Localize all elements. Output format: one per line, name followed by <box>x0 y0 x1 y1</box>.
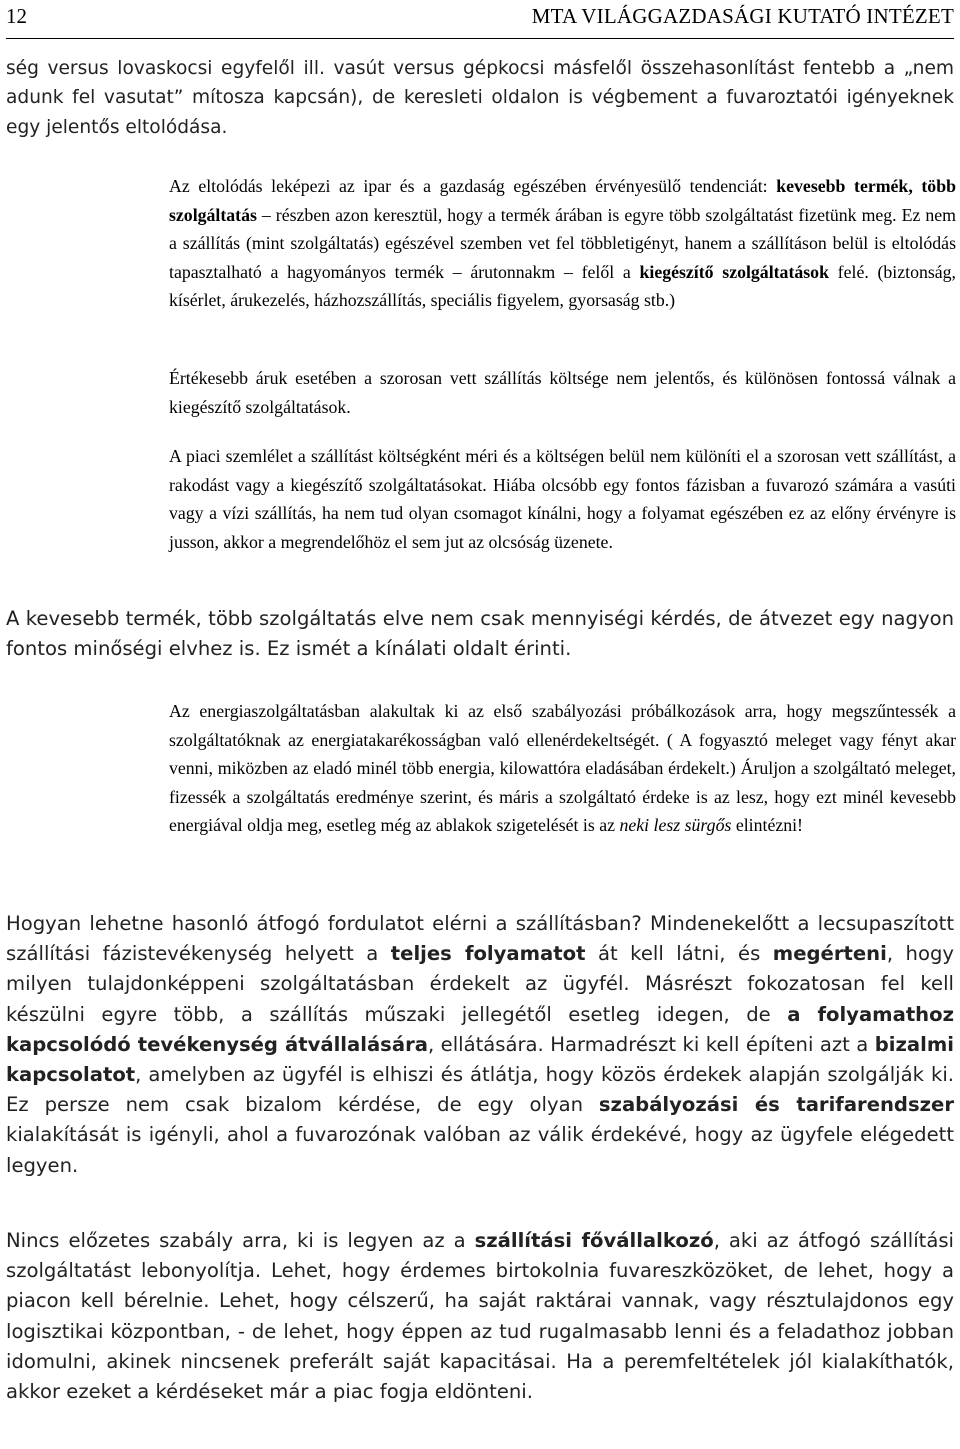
emphasis-bold: megérteni <box>772 942 887 966</box>
text-run: elintézni! <box>731 815 803 836</box>
text-run: Hogyan lehetne hasonló átfogó fordulatot elérni a szállításban? Mindenekelőtt a lecsupaszított szállítási fázistevékenység helyett a <box>6 912 954 966</box>
indented-paragraph-energy-services <box>169 697 956 840</box>
emphasis-bold: kiegészítő szolgáltatások <box>639 261 829 282</box>
text-run: Az eltolódás leképezi az ipar és a gazdaság egészében érvényesülő tendenciát: <box>169 176 777 196</box>
text-run: felé. (biztonság, kísérlet, árukezelés, házhozszállítás, speciális figyelem, gyorsaság stb.) <box>169 261 957 311</box>
text-run: át kell látni, és <box>585 942 773 966</box>
text-run: , ellátására. Harmadrészt ki kell építeni azt a <box>427 1032 875 1056</box>
text-run: Nincs előzetes szabály arra, ki is legyen az a <box>6 1229 475 1252</box>
paragraph-intro <box>6 54 954 142</box>
indented-paragraph-market-view <box>169 442 956 556</box>
indented-paragraph-shift <box>169 172 956 315</box>
emphasis-bold: szabályozási és tarifarendszer <box>598 1093 954 1117</box>
text-run: – részben azon keresztül, hogy a termék árában is egyre több szolgáltatást fizetünk meg. Ez nem a szállítás (mint szolgáltatás) egészével szemben vet fel többletigényt, hanem a szállításon belül is eltolódás tapasztalható a hagyományos termék – árutonnakm – felől a <box>169 204 956 282</box>
emphasis-italic: neki lesz sürgős <box>619 815 732 836</box>
text-run: Az energiaszolgáltatásban alakultak ki az első szabályozási próbálkozások arra, hogy megszűntessék a szolgáltatóknak az energiatakarékosságban való ellenérdekeltségét. ( A fogyasztó meleget vagy fényt akar venni, miközben az eladó minél több energia, kilowattóra eladásában érdekelt.) Áruljon a szolgáltató meleget, fizessék a szolgáltatás eredménye szerint, és máris a szolgáltató érdeke is az lesz, hogy ezt minél kevesebb energiával oldja meg, esetleg még az ablakok szigetelését is az <box>169 701 956 836</box>
paragraph-main-contractor <box>6 1226 954 1407</box>
emphasis-bold: teljes folyamatot <box>390 942 586 966</box>
institute-name: MTA VILÁGGAZDASÁGI KUTATÓ INTÉZET <box>531 4 954 28</box>
text-run: , hogy milyen tulajdonképpeni szolgáltatásban érdekelt az ügyfél. Másrészt fokozatosan fel kell készülni egyre több, a szállítás műszaki jellegétől esetleg idegen, de <box>6 942 954 1026</box>
emphasis-bold: bizalmi kapcsolatot <box>6 1032 954 1087</box>
text-run: , amelyben az ügyfél is elhiszi és átlátja, hogy közös érdekek alapján szolgálják ki. Ez persze nem csak bizalom kérdése, de egy olyan <box>6 1063 954 1117</box>
paragraph-text: Értékesebb áruk esetében a szorosan vett szállítás költsége nem jelentős, és különösen fontossá válnak a kiegészítő szolgáltatások. <box>169 368 956 417</box>
emphasis-bold: szállítási fővállalkozó <box>474 1229 714 1252</box>
emphasis-bold: kevesebb termék, több szolgáltatás <box>169 176 956 225</box>
paragraph-text: A kevesebb termék, több szolgáltatás elve nem csak mennyiségi kérdés, de átvezet egy nagyon fontos minőségi elvhez is. Ez ismét a kínálati oldalt érinti. <box>6 607 954 661</box>
paragraph-text: A piaci szemlélet a szállítást költségként méri és a költségen belül nem különíti el a szorosan vett szállítást, a rakodást vagy a kiegészítő szolgáltatásokat. Hiába olcsóbb egy fontos fázisban a fuvarozó számára a vasúti vagy a vízi szállítás, ha nem tud olyan csomagot kínálni, hogy a folyamat egészében ez az előny érvényre is jusson, akkor a megrendelőhöz el sem jut az olcsóság üzenete. <box>169 446 956 552</box>
paragraph-quality-principle <box>6 604 954 664</box>
paragraph-how-to-transform <box>6 909 954 1181</box>
page-number: 12 <box>6 4 27 28</box>
running-header <box>6 0 954 39</box>
paragraph-text: ség versus lovaskocsi egyfelől ill. vasút versus gépkocsi másfelől összehasonlítást fentebb a „nem adunk fel vasutat” mítosza kapcsán), de keresleti oldalon is végbement a fuvaroztatói igényeknek egy jelentős eltolódása. <box>6 58 954 138</box>
text-run: , aki az átfogó szállítási szolgáltatást lebonyolítja. Lehet, hogy érdemes birtokolnia fuvareszközöket, de lehet, hogy a piacon kell bérelnie. Lehet, hogy célszerű, ha saját raktárai vannak, vagy résztulajdonos egy logisztikai központban, - de lehet, hogy éppen az tud rugalmasabb lenni és a feladathoz jobban idomulni, akinek nincsenek preferált saját kapacitásai. Ha a peremfeltételek jól kialakíthatók, akkor ezeket a kérdéseket már a piac fogja eldönteni. <box>6 1229 954 1404</box>
emphasis-bold: a folyamathoz kapcsolódó tevékenység átvállalására <box>6 1002 954 1056</box>
text-run: kialakítását is igényli, ahol a fuvarozónak valóban az válik érdekévé, hogy az ügyfele elégedett legyen. <box>6 1123 954 1177</box>
indented-paragraph-valuable-goods <box>169 364 956 421</box>
